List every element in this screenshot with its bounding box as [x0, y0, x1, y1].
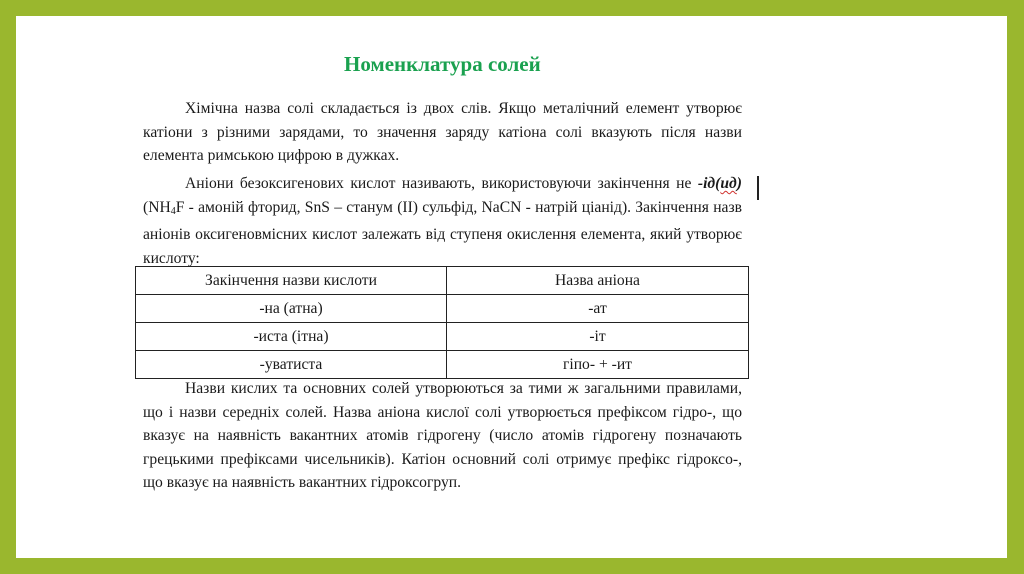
table-cell-acid-ending: -иста (ітна) [136, 323, 447, 351]
table-cell-anion-name: -іт [447, 323, 749, 351]
table-header-row [136, 267, 749, 295]
table-cell-acid-ending: -уватиста [136, 351, 447, 379]
table-cell-acid-ending: -на (атна) [136, 295, 447, 323]
table-cell-anion-name: -ат [447, 295, 749, 323]
table-row [136, 323, 749, 351]
examples-open: (NH [143, 198, 171, 216]
ending-id-text [698, 175, 742, 192]
table-header-acid-ending: Закінчення назви кислоти [136, 267, 447, 295]
table-row [136, 295, 749, 323]
examples-rest: F - амоній фторид, SnS – станум (II) сульфід, NaCN - натрій ціанід). Закінчення назв аніонів оксигеновмісних кислот залежать від ступеня окислення елемента, який утворює кислоту: [143, 198, 742, 267]
subscript-4: 4 [170, 205, 176, 217]
slide-title: Номенклатура солей [344, 52, 541, 76]
table-header-anion-name: Назва аніона [447, 267, 749, 295]
table-cell-anion-name: гіпо- + -ит [447, 351, 749, 379]
ending-suffix: ) [736, 175, 742, 192]
table-row [136, 351, 749, 379]
slide [16, 16, 1007, 558]
acid-anion-endings-table [135, 266, 749, 379]
spellcheck-marked-word: ид [720, 175, 737, 192]
paragraph-salt-naming: Хімічна назва солі складається із двох слів. Якщо металічний елемент утворює катіони з різними зарядами, то значення заряду катіона солі вказують після назви елемента римською цифрою в дужках. [143, 100, 742, 164]
ending-prefix: -ід( [697, 175, 721, 192]
paragraph-intro-text: Аніони безоксигенових кислот називають, використовуючи закінчення не [185, 175, 698, 192]
paragraph-acid-basic-salts: Назви кислих та основних солей утворюються за тими ж загальними правилами, що і назви середніх солей. Назва аніона кислої солі утворюється префіксом гідро-, що вказує на наявність вакантних атомів гідрогену (число атомів гідрогену позначають грецькими префіксами чисельників). Катіон основний солі отримує префікс гідроксо-, що вказує на наявність вакантних гідроксогруп. [143, 380, 742, 491]
text-cursor [757, 176, 759, 200]
paragraph-anion-endings [143, 172, 742, 270]
